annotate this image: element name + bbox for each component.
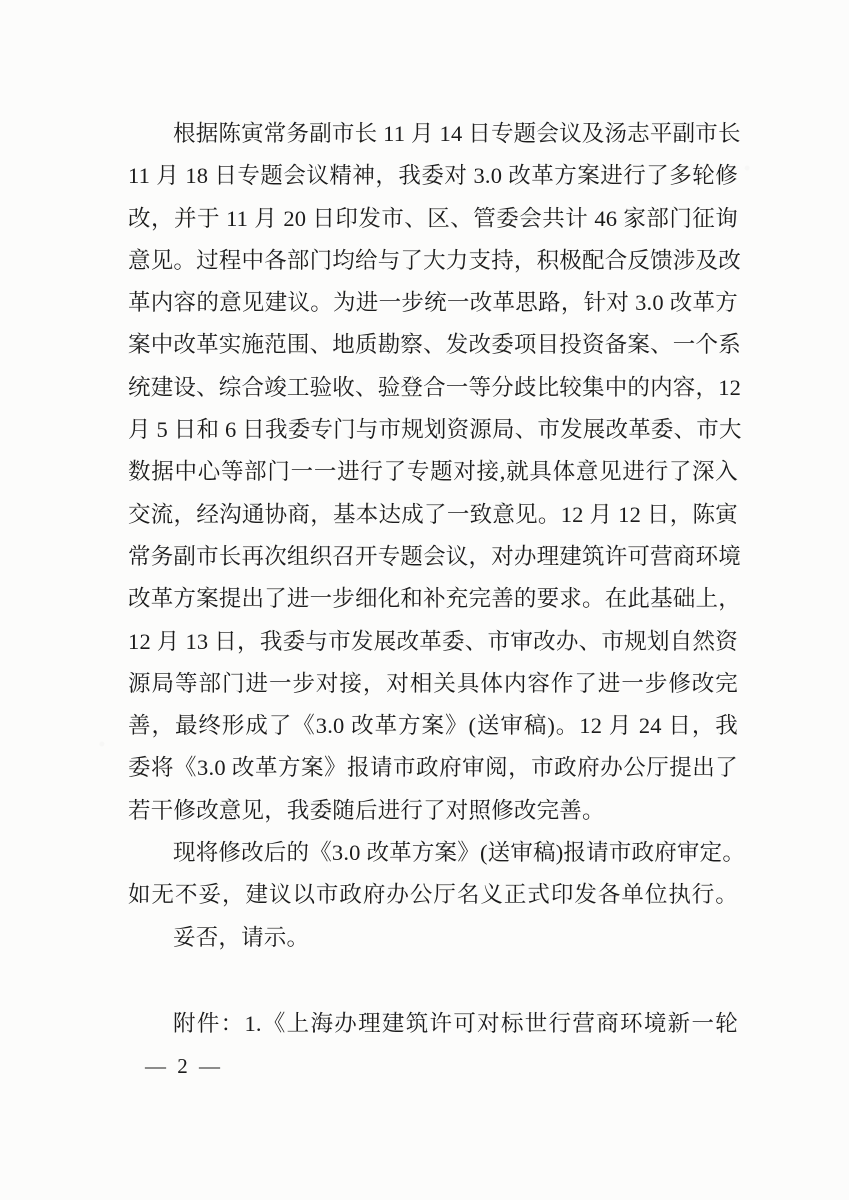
- text-line: 案中改革实施范围、地质勘察、发改委项目投资备案、一个系: [128, 332, 741, 358]
- text-line: 妥否，请示。: [173, 924, 310, 950]
- text-line: 革内容的意见建议。为进一步统一改革思路，针对 3.0 改革方: [128, 290, 738, 316]
- page-number: — 2 —: [145, 1054, 223, 1079]
- text-line: 常务副市长再次组织召开专题会议，对办理建筑许可营商环境: [128, 543, 741, 569]
- text-line: 改革方案提出了进一步细化和补充完善的要求。在此基础上，: [128, 586, 741, 612]
- text-line: 若干修改意见，我委随后进行了对照修改完善。: [128, 797, 605, 823]
- text-line: 现将修改后的《3.0 改革方案》(送审稿)报请市政府审定。: [173, 840, 746, 866]
- text-line: 源局等部门进一步对接，对相关具体内容作了进一步修改完: [128, 670, 738, 696]
- text-line: 附件：1.《上海办理建筑许可对标世行营商环境新一轮: [173, 1010, 738, 1036]
- document-body: [128, 113, 746, 1088]
- text-line: 数据中心等部门一一进行了专题对接,就具体意见进行了深入: [128, 459, 738, 485]
- blank-line: [128, 959, 738, 1003]
- text-line: 善，最终形成了《3.0 改革方案》(送审稿)。12 月 24 日，我: [128, 713, 738, 739]
- text-line: 根据陈寅常务副市长 11 月 14 日专题会议及汤志平副市长: [173, 121, 741, 146]
- text-line: 11 月 18 日专题会议精神，我委对 3.0 改革方案进行了多轮修: [128, 163, 738, 189]
- text-line: 12 月 13 日，我委与市发展改革委、市审改办、市规划自然资: [128, 628, 738, 654]
- text-line: 交流，经沟通协商，基本达成了一致意见。12 月 12 日，陈寅: [128, 501, 738, 527]
- text-line: 如无不妥，建议以市政府办公厅名义正式印发各单位执行。: [128, 882, 738, 908]
- text-line: 改，并于 11 月 20 日印发市、区、管委会共计 46 家部门征询: [128, 205, 738, 231]
- text-line: 意见。过程中各部门均给与了大力支持，积极配合反馈涉及改: [128, 247, 741, 273]
- text-line: 委将《3.0 改革方案》报请市政府审阅，市政府办公厅提出了: [128, 755, 738, 781]
- text-line: 统建设、综合竣工验收、验登合一等分歧比较集中的内容，12: [128, 374, 742, 400]
- text-line: 月 5 日和 6 日我委专门与市规划资源局、市发展改革委、市大: [128, 417, 742, 443]
